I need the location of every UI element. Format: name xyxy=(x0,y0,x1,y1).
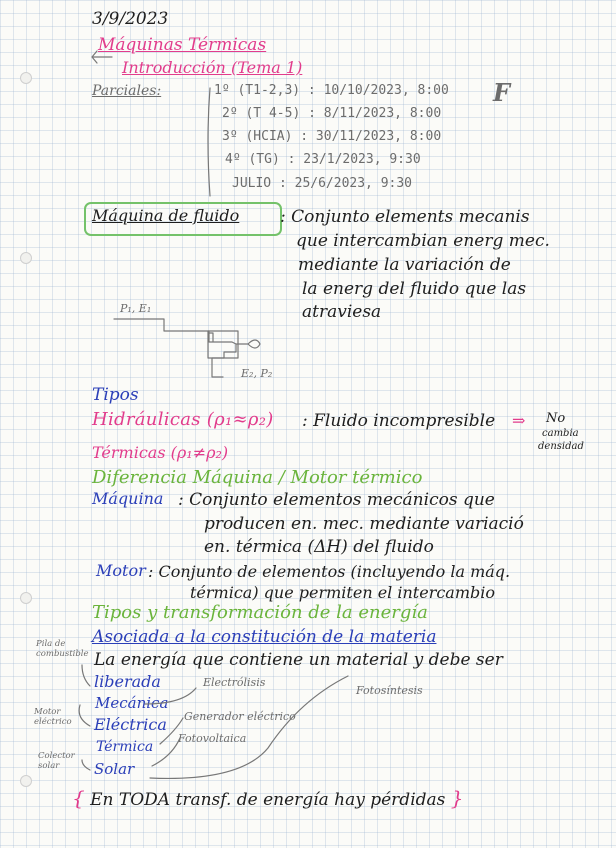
side-note: densidad xyxy=(538,441,584,452)
transformation-label: Fotosíntesis xyxy=(356,684,423,697)
side-note: No xyxy=(546,411,566,426)
transformation-label: Fotovoltaica xyxy=(178,732,247,745)
motor-definition: térmica) que permiten el intercambio xyxy=(190,583,496,602)
energia-description: liberada xyxy=(94,672,161,691)
energy-type-item: Solar xyxy=(94,760,135,778)
maquina-term: Máquina xyxy=(92,489,164,508)
asociada-heading: Asociada a la constitución de la materia xyxy=(92,627,437,647)
transformation-label: Generador eléctrico xyxy=(184,710,296,723)
side-note: cambia xyxy=(542,428,579,439)
energy-type-item: Eléctrica xyxy=(94,715,167,734)
energia-heading: Tipos y transformación de la energía xyxy=(92,602,428,623)
parciales-row: 2º (T 4-5) : 8/11/2023, 8:00 xyxy=(222,106,442,121)
brace-open: { xyxy=(72,786,85,810)
parciales-label: Parciales: xyxy=(92,83,162,99)
tipos-label: Tipos xyxy=(92,385,139,405)
termicas-term: Térmicas (ρ₁≠ρ₂) xyxy=(92,443,229,462)
maquina-fluido-definition: la energ del fluido que las xyxy=(302,279,527,299)
maquina-definition: en. térmica (ΔH) del fluido xyxy=(204,537,434,557)
energy-type-item: Mecánica xyxy=(95,694,169,712)
parciales-row: JULIO : 25/6/2023, 9:30 xyxy=(232,176,413,191)
parciales-row: 4º (TG) : 23/1/2023, 9:30 xyxy=(225,152,421,167)
maquina-definition: : Conjunto elementos mecánicos que xyxy=(178,490,495,510)
corner-mark: F xyxy=(493,78,511,107)
date: 3/9/2023 xyxy=(92,9,169,29)
transformation-label: Electrólisis xyxy=(203,676,266,689)
page-subtitle: Introducción (Tema 1) xyxy=(122,58,303,77)
margin-note-motor: Motor eléctrico xyxy=(34,707,72,727)
maquina-fluido-definition: mediante la variación de xyxy=(298,255,511,275)
bracket-line xyxy=(208,88,210,196)
brace-close: } xyxy=(450,786,464,810)
energy-type-item: Térmica xyxy=(96,739,154,755)
shaft-icon xyxy=(248,340,260,348)
conclusion-text: En TODA transf. de energía hay pérdidas xyxy=(90,790,446,810)
binder-hole-top xyxy=(20,72,32,84)
energia-description: La energía que contiene un material y debe ser xyxy=(94,650,503,670)
motor-definition: : Conjunto de elementos (incluyendo la máq. xyxy=(148,562,511,581)
diferencia-heading: Diferencia Máquina / Motor térmico xyxy=(92,467,423,488)
connector-fotovoltaica xyxy=(152,738,180,766)
maquina-fluido-term: Máquina de fluido xyxy=(92,206,240,225)
margin-note-pila: Pila de combustible xyxy=(36,639,89,659)
turbine-body xyxy=(208,331,238,358)
margin-note-colector: Colector solar xyxy=(38,751,75,771)
connector-fotosintesis xyxy=(150,676,348,778)
hidraulicas-description: : Fluido incompresible xyxy=(302,411,496,431)
maquina-definition: producen en. mec. mediante variació xyxy=(204,514,524,534)
parciales-row: 3º (HCIA) : 30/11/2023, 8:00 xyxy=(222,129,442,144)
hidraulicas-term: Hidráulicas (ρ₁≈ρ₂) xyxy=(92,409,274,430)
diagram-inlet-label: P₁, E₁ xyxy=(120,302,152,315)
binder-hole-lower xyxy=(20,592,32,604)
margin-brackets xyxy=(79,665,90,770)
maquina-fluido-definition: atraviesa xyxy=(302,302,382,322)
implies-arrow: ⇒ xyxy=(512,411,526,430)
diagram-outlet-label: E₂, P₂ xyxy=(241,367,273,380)
page-title: Máquinas Térmicas xyxy=(98,35,267,55)
conclusion xyxy=(72,787,464,810)
parciales-row: 1º (T1-2,3) : 10/10/2023, 8:00 xyxy=(214,83,449,98)
maquina-fluido-definition: : Conjunto elements mecanis xyxy=(280,207,530,227)
turbine-diagram xyxy=(114,319,248,377)
motor-term: Motor xyxy=(96,561,146,580)
maquina-fluido-definition: que intercambian energ mec. xyxy=(296,231,550,251)
binder-hole-upper xyxy=(20,252,32,264)
binder-hole-bottom xyxy=(20,775,32,787)
